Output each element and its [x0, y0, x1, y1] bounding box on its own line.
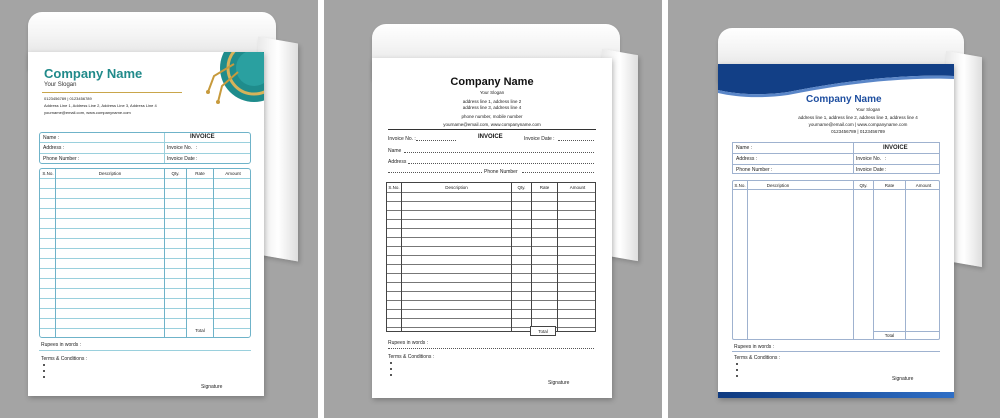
col-description: Description — [445, 185, 468, 190]
company-slogan: Your Slogan — [44, 82, 77, 88]
invoice-sheet — [372, 58, 612, 398]
invoice-date-label: Invoice Date — [167, 156, 195, 162]
phone-label: Phone Number — [484, 169, 518, 175]
terms-label: Terms & Conditions : — [41, 356, 88, 362]
items-table — [39, 168, 251, 338]
company-phones: 0123456789 | 0123456789 — [44, 96, 92, 101]
col-amount: Amount — [915, 183, 932, 188]
invoice-no-label: Invoice No. — [856, 156, 882, 162]
invoice-title: INVOICE — [478, 134, 503, 140]
company-name: Company Name — [806, 94, 882, 105]
total-label: Total — [187, 328, 213, 333]
company-contact: yourname@email.com | www.companyname.com — [808, 122, 908, 127]
terms-label: Terms & Conditions : — [734, 355, 781, 361]
col-amount: Amount — [569, 185, 586, 190]
phone-numbers: phone number, mobile number — [461, 114, 523, 119]
col-sno: S.No. — [42, 171, 54, 176]
invoice-pad-teal — [0, 0, 318, 418]
invoice-title: INVOICE — [883, 145, 908, 151]
customer-info-box — [39, 132, 251, 164]
company-phones: 0123456789 | 0123456789 — [831, 129, 885, 134]
company-name: Company Name — [44, 66, 143, 81]
invoice-no-label: Invoice No. — [167, 145, 193, 151]
gold-divider — [42, 92, 182, 93]
company-contact: yourname@email.com, www.companyname.com — [44, 110, 131, 115]
rupees-in-words-label: Rupees in words : — [41, 342, 82, 348]
signature-label: Signature — [201, 384, 223, 390]
company-address: address line 1, address line 2, address line 3, address line 4 — [798, 115, 918, 120]
invoice-title: INVOICE — [190, 134, 215, 140]
pad-page-flap — [258, 36, 298, 261]
company-contact: yourname@email.com, www.companyname.com — [443, 122, 541, 127]
total-label: Total — [538, 329, 548, 334]
phone-label: Phone Number : — [43, 156, 80, 162]
name-label: Name : — [736, 145, 753, 151]
invoice-date-colon: : — [196, 156, 198, 162]
name-label: Name : — [43, 135, 60, 141]
rupees-in-words-label: Rupees in words : — [734, 344, 775, 350]
col-sno: S.No. — [388, 185, 400, 190]
address-label: Address : — [43, 145, 65, 151]
address-line-2: address line 3, address line 4 — [462, 105, 522, 110]
col-rate: Rate — [195, 171, 205, 176]
company-slogan: Your Slogan — [479, 90, 505, 95]
phone-label: Phone Number : — [736, 167, 773, 173]
col-amount: Amount — [225, 171, 241, 176]
col-description: Description — [766, 183, 790, 188]
items-table — [386, 182, 596, 332]
address-label: Address : — [736, 156, 758, 162]
address-line-1: address line 1, address line 2 — [462, 99, 522, 104]
invoice-no-label: Invoice No. : — [388, 136, 416, 142]
company-slogan: Your Slogan — [855, 107, 881, 112]
invoice-pad-blue — [668, 0, 1000, 418]
invoice-sheet — [718, 64, 954, 398]
invoice-date-label: Invoice Date : — [524, 136, 555, 142]
signature-label: Signature — [548, 380, 570, 386]
invoice-date-colon: : — [885, 167, 887, 173]
blue-footer-bar — [718, 392, 954, 398]
col-rate: Rate — [884, 183, 895, 188]
company-address: Address Line 1, Address Line 2, Address Line 3, Address Line 4 — [44, 103, 157, 108]
terms-label: Terms & Conditions : — [388, 354, 435, 360]
signature-label: Signature — [892, 376, 914, 382]
items-table — [732, 180, 940, 340]
customer-info-box — [732, 142, 940, 174]
name-label: Name — [388, 148, 402, 154]
invoice-date-label: Invoice Date — [856, 167, 884, 173]
col-description: Description — [98, 171, 122, 176]
total-label: Total — [884, 333, 895, 338]
col-qty: Qty. — [517, 185, 526, 190]
corner-logo-icon — [204, 52, 264, 108]
invoice-sheet — [28, 52, 264, 396]
col-rate: Rate — [539, 185, 550, 190]
total-cell — [530, 326, 556, 336]
rupees-in-words-label: Rupees in words : — [388, 340, 429, 346]
invoice-pad-plain — [324, 0, 662, 418]
col-qty: Qty. — [859, 183, 868, 188]
col-sno: S.No. — [734, 183, 746, 188]
company-name: Company Name — [450, 76, 534, 88]
address-label: Address — [388, 159, 407, 165]
invoice-no-colon: : — [885, 156, 887, 162]
col-qty: Qty. — [171, 171, 180, 176]
invoice-no-colon: : — [196, 145, 198, 151]
